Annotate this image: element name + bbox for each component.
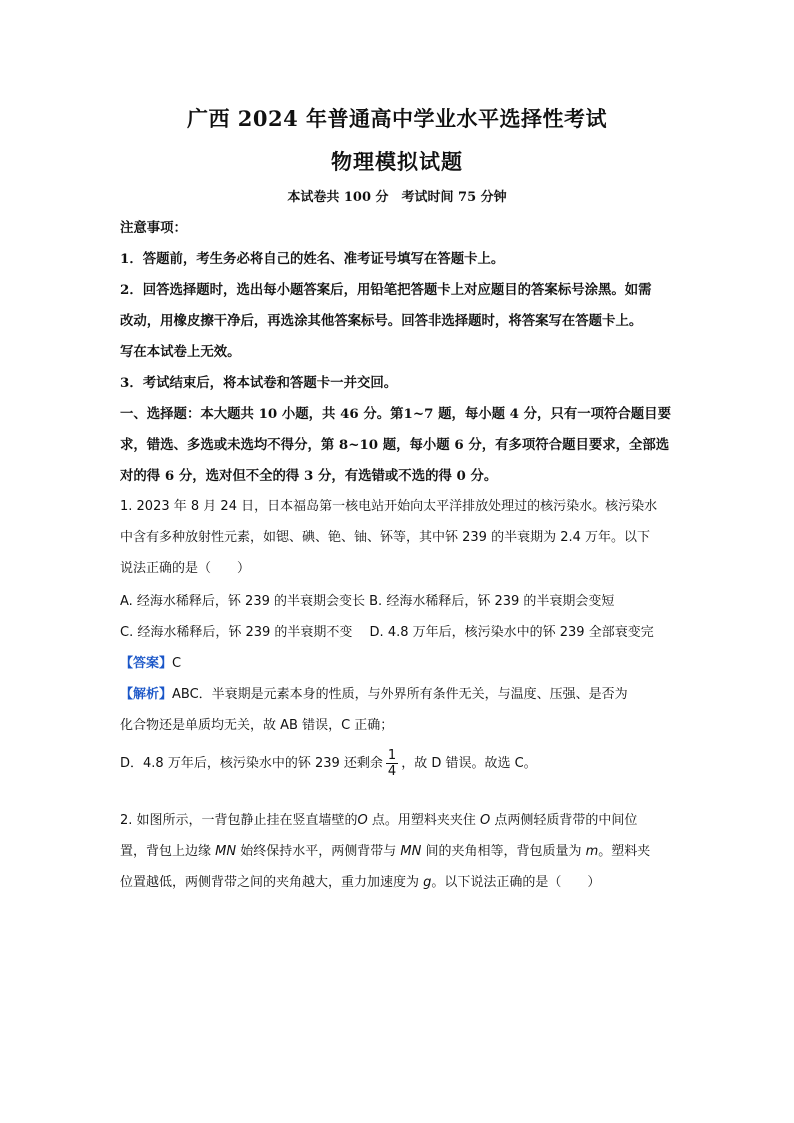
q2-stem-line-3	[120, 873, 680, 893]
q2-text: 。以下说法正确的是（ ）	[431, 875, 601, 890]
edge-mn: MN	[215, 844, 237, 859]
mass-m: m	[585, 844, 599, 859]
section-intro-line-1: 一、选择题：本大题共 10 小题，共 46 分。第1~7 题，每小题 4 分，只有一项符合题目要	[120, 406, 671, 422]
fraction-numerator: 1	[387, 748, 397, 763]
answer-tag: 【答案】	[120, 656, 173, 671]
q1-analysis-line-2: 化合物还是单质均无关，故 AB 错误，C 正确；	[120, 718, 394, 733]
q2-text: 点。用塑料夹夹住	[367, 813, 481, 828]
q1-analysis-line-1	[120, 685, 680, 705]
q1-stem-line-1: 1. 2023 年 8 月 24 日，日本福岛第一核电站开始向太平洋排放处理过的核污染水。核污染水	[120, 499, 658, 514]
q2-text: 。塑料夹	[598, 844, 651, 859]
exam-subject: 物理模拟试题	[331, 149, 463, 174]
q1-analysis-line-3	[120, 748, 680, 780]
note-1: 1．答题前，考生务必将自己的姓名、准考证号填写在答题卡上。	[120, 251, 505, 267]
q1-options-cd: C. 经海水稀释后，钚 239 的半衰期不变 D. 4.8 万年后，核污染水中的钚 239 全部衰变完	[120, 625, 654, 640]
exam-meta: 本试卷共 100 分 考试时间 75 分钟	[287, 190, 507, 205]
point-o: O	[480, 813, 491, 828]
q2-text: 位置越低，两侧背带之间的夹角越大，重力加速度为	[120, 875, 424, 890]
q2-text: 间的夹角相等，背包质量为	[421, 844, 586, 859]
edge-mn: MN	[400, 844, 422, 859]
q2-text: 始终保持水平，两侧背带与	[236, 844, 401, 859]
gravity-g: g	[423, 875, 432, 890]
section-intro-line-3: 对的得 6 分，选对但不全的得 3 分，有选错或不选的得 0 分。	[120, 468, 498, 484]
fraction-one-quarter	[386, 748, 398, 779]
q1-options-ab: A. 经海水稀释后，钚 239 的半衰期会变长 B. 经海水稀释后，钚 239 的半衰期会变短	[120, 594, 615, 609]
note-2-line-3: 写在本试卷上无效。	[120, 344, 241, 360]
note-2-line-2: 改动，用橡皮擦干净后，再选涂其他答案标号。回答非选择题时，将答案写在答题卡上。	[120, 313, 643, 329]
notes-heading: 注意事项：	[120, 220, 187, 236]
q1-stem-line-2: 中含有多种放射性元素，如锶、碘、铯、铀、钚等，其中钚 239 的半衰期为 2.4 万年。以下	[120, 530, 651, 545]
q2-stem-line-1	[120, 811, 680, 831]
section-intro-line-2: 求，错选、多选或未选均不得分，第 8~10 题，每小题 6 分，有多项符合题目要求，全部选	[120, 437, 670, 453]
answer-value: C	[172, 656, 182, 671]
note-2-line-1: 2．回答选择题时，选出每小题答案后，用铅笔把答题卡上对应题目的答案标号涂黑。如需	[120, 282, 652, 298]
point-o: O	[357, 813, 368, 828]
q2-text: 置，背包上边缘	[120, 844, 216, 859]
exam-title: 广西 2024 年普通高中学业水平选择性考试	[186, 106, 608, 131]
analysis-text-1: ABC．半衰期是元素本身的性质，与外界所有条件无关，与温度、压强、是否为	[172, 687, 628, 702]
q2-stem-line-2	[120, 842, 680, 862]
analysis-text-3b: ，故 D 错误。故选 C。	[401, 756, 537, 771]
analysis-text-3a: D．4.8 万年后，核污染水中的钚 239 还剩余	[120, 756, 383, 771]
fraction-denominator: 4	[387, 764, 397, 779]
analysis-tag: 【解析】	[120, 687, 173, 702]
q1-stem-line-3: 说法正确的是（ ）	[120, 561, 251, 576]
q2-text: 点两侧轻质背带的中间位	[490, 813, 638, 828]
note-3: 3．考试结束后，将本试卷和答题卡一并交回。	[120, 375, 398, 391]
q2-text: 2. 如图所示，一背包静止挂在竖直墙壁的	[120, 813, 358, 828]
q1-answer	[120, 654, 680, 674]
